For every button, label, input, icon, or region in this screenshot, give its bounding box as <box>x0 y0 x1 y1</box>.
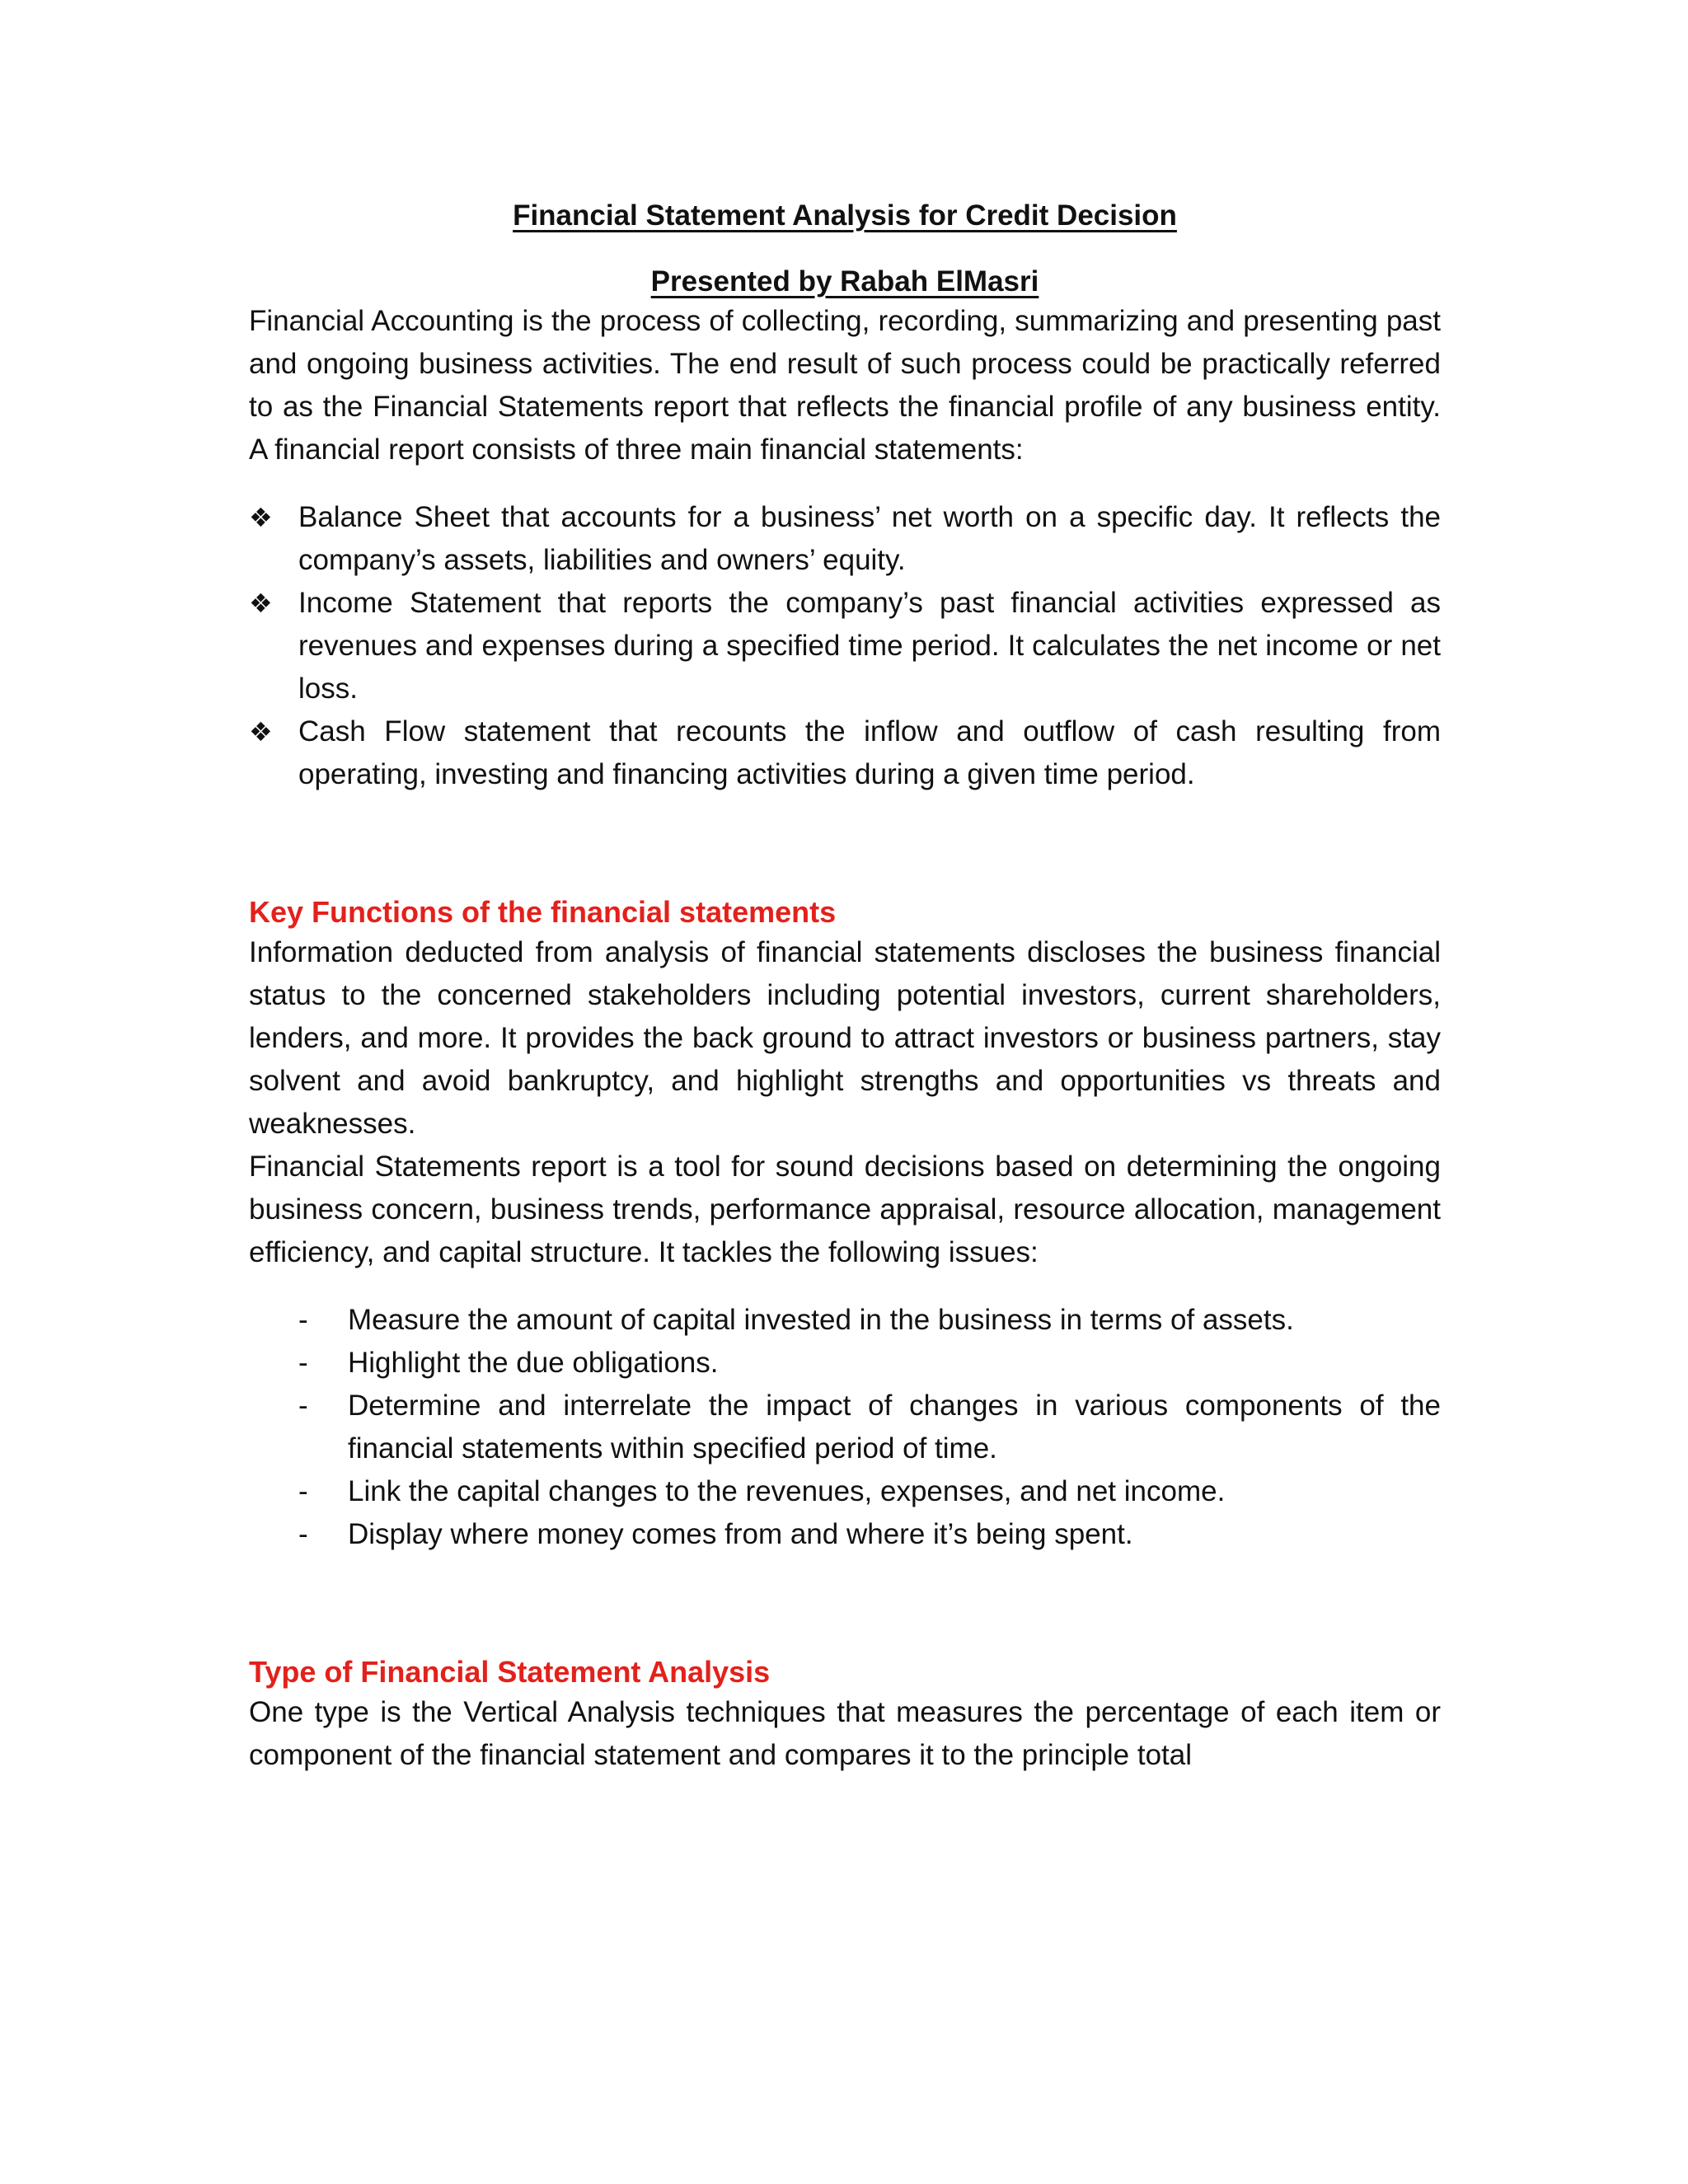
list-item-text: Cash Flow statement that recounts the inflow and outflow of cash resulting from operating, investing and financing activities during a given time period. <box>298 715 1441 790</box>
list-item-text: Balance Sheet that accounts for a business’ net worth on a specific day. It reflects the company’s assets, liabilities and owners’ equity. <box>298 501 1441 576</box>
key-functions-paragraph-2: Financial Statements report is a tool for sound decisions based on determining the ongoing business concern, business trends, performance appraisal, resource allocation, management efficiency, and capital structure. It tackles the following issues: <box>249 1151 1441 1268</box>
list-item-text: Measure the amount of capital invested in the business in terms of assets. <box>348 1304 1294 1336</box>
list-item <box>249 1342 1441 1385</box>
issues-list <box>249 1299 1441 1556</box>
document-page <box>249 198 1441 1777</box>
list-item <box>249 1513 1441 1556</box>
dash-marker: - <box>298 1475 308 1507</box>
dash-marker: - <box>298 1347 308 1379</box>
list-item-text: Income Statement that reports the company’s past financial activities expressed as revenues and expenses during a specified time period. It calculates the net income or net loss. <box>298 587 1441 705</box>
document-subtitle: Presented by Rabah ElMasri <box>650 265 1039 298</box>
statements-list <box>249 496 1441 796</box>
list-item <box>249 1385 1441 1470</box>
list-item-text: Determine and interrelate the impact of changes in various components of the financial statements within specified period of time. <box>348 1390 1441 1465</box>
list-item-text: Display where money comes from and where it’s being spent. <box>348 1518 1133 1550</box>
analysis-types-heading: Type of Financial Statement Analysis <box>249 1655 771 1689</box>
list-item <box>249 582 1441 710</box>
analysis-types-paragraph: One type is the Vertical Analysis techniques that measures the percentage of each item or component of the financial statement and compares it to the principle total <box>249 1696 1441 1771</box>
list-item <box>249 1299 1441 1342</box>
dash-marker: - <box>298 1304 308 1336</box>
diamond-bullet-icon: ❖ <box>249 588 273 618</box>
diamond-bullet-icon: ❖ <box>249 503 273 532</box>
list-item <box>249 710 1441 796</box>
key-functions-paragraph-1: Information deducted from analysis of financial statements discloses the business financial status to the concerned stakeholders including potential investors, current shareholders, lenders, and more. It provides the back ground to attract investors or business partners, stay solvent and avoid bankruptcy, and highlight strengths and opportunities vs threats and weaknesses. <box>249 936 1441 1140</box>
intro-paragraph: Financial Accounting is the process of collecting, recording, summarizing and presenting past and ongoing business activities. The end result of such process could be practically referred to as the Financial Statements report that reflects the financial profile of any business entity. A financial report consists of three main financial statements: <box>249 305 1441 466</box>
list-item-text: Highlight the due obligations. <box>348 1347 719 1379</box>
document-title: Financial Statement Analysis for Credit Decision <box>513 199 1177 232</box>
list-item <box>249 1470 1441 1513</box>
key-functions-heading: Key Functions of the financial statements <box>249 895 837 929</box>
list-item <box>249 496 1441 582</box>
diamond-bullet-icon: ❖ <box>249 717 273 747</box>
dash-marker: - <box>298 1390 308 1422</box>
list-item-text: Link the capital changes to the revenues, expenses, and net income. <box>348 1475 1226 1507</box>
dash-marker: - <box>298 1518 308 1550</box>
